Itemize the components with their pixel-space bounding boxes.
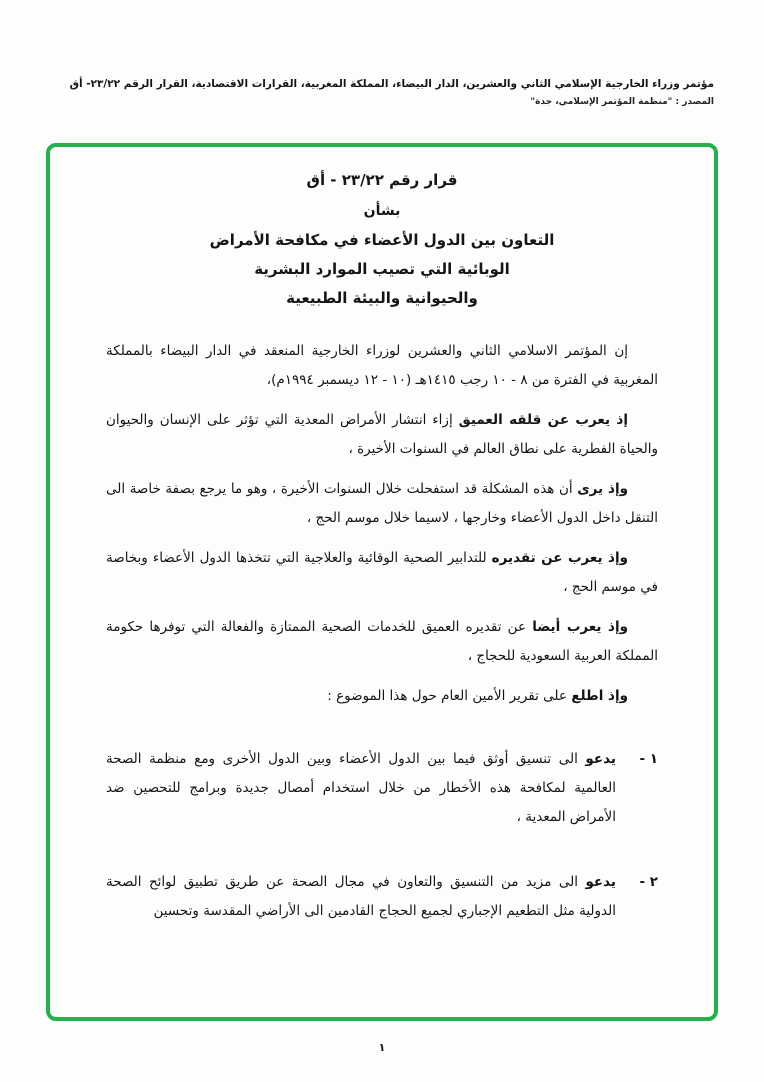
- item-text: الى مزيد من التنسيق والتعاون في مجال الصحة عن طريق تطبيق لوائح الصحة الدولية مثل التطعيم الإجباري لجميع الحجاج القادمين الى الأراضي المقدسة وتحسين: [106, 874, 616, 920]
- subject-line-3: والحيوانية والبيئة الطبيعية: [286, 289, 478, 307]
- paragraph-text: إن المؤتمر الاسلامي الثاني والعشرين لوزراء الخارجية المنعقد في الدار البيضاء بالمملكة المغربية في الفترة من ٨ - ١٠ رجب ١٤١٥هـ (١٠ - ١٢ ديسمبر ١٩٩٤م)،: [106, 343, 658, 389]
- paragraph-lead: وإذ اطلع: [571, 688, 628, 705]
- item-text: الى تنسيق أوثق فيما بين الدول الأعضاء وبين الدول الأخرى ومع منظمة الصحة العالمية لمكافحة هذه الأخطار من خلال استخدام أمصال جديدة وبرامج للتحصين ضد الأمراض المعدية ،: [106, 751, 616, 826]
- paragraph-lead: إذ يعرب عن قلقه العميق: [458, 412, 628, 429]
- paragraph-lead: وإذ يعرب أيضا: [532, 619, 628, 636]
- subject-label: بشأن: [363, 203, 401, 219]
- page-number: ١: [378, 1041, 386, 1054]
- paragraph: [106, 475, 658, 533]
- resolution-title: قرار رقم ٢٣/٢٢ - أق: [306, 171, 458, 189]
- operative-items: [106, 745, 658, 926]
- item-number: ١ -: [639, 751, 658, 768]
- paragraph-text: على تقرير الأمين العام حول هذا الموضوع :: [327, 688, 567, 705]
- paragraph: [106, 544, 658, 602]
- paragraph-text: للتدابير الصحية الوقائية والعلاجية التي تتخذها الدول الأعضاء وبخاصة في موسم الحج ،: [106, 550, 658, 596]
- item-lead: يدعو: [585, 874, 616, 891]
- paragraph: [106, 613, 658, 671]
- title-block: [106, 171, 658, 307]
- resolution-preamble: [106, 337, 658, 711]
- paragraph: [106, 337, 658, 395]
- document-box: [46, 143, 718, 1021]
- header-source: المصدر : "منظمة المؤتمر الإسلامي، جدة": [530, 96, 714, 107]
- paragraph-text: إزاء انتشار الأمراض المعدية التي تؤثر على الإنسان والحيوان والحياة الفطرية على نطاق العالم في السنوات الأخيرة ،: [106, 412, 658, 458]
- document-header: [50, 76, 714, 107]
- numbered-item: [106, 745, 658, 832]
- header-citation: مؤتمر وزراء الخارجية الإسلامي الثاني والعشرين، الدار البيضاء، المملكة المغربية، القرارات الاقتصادية، القرار الرقم ٢٣/٢٢- أق: [69, 78, 714, 90]
- paragraph-text: عن تقديره العميق للخدمات الصحية الممتازة والفعالة التي توفرها حكومة المملكة العربية السعودية للحجاج ،: [106, 619, 658, 665]
- subject-line-2: الوبائية التي تصيب الموارد البشرية: [254, 260, 510, 278]
- paragraph-text: أن هذه المشكلة قد استفحلت خلال السنوات الأخيرة ، وهو ما يرجع بصفة خاصة الى التنقل داخل الدول الأعضاء وخارجها ، لاسيما خلال موسم الحج ،: [106, 481, 658, 527]
- item-number: ٢ -: [639, 874, 658, 891]
- paragraph-lead: وإذ يعرب عن تقديره: [491, 550, 629, 567]
- paragraph: [106, 682, 658, 711]
- item-lead: يدعو: [585, 751, 616, 768]
- numbered-item: [106, 868, 658, 926]
- subject-line-1: التعاون بين الدول الأعضاء في مكافحة الأمراض: [209, 231, 555, 249]
- paragraph-lead: وإذ يرى: [577, 481, 628, 498]
- paragraph: [106, 406, 658, 464]
